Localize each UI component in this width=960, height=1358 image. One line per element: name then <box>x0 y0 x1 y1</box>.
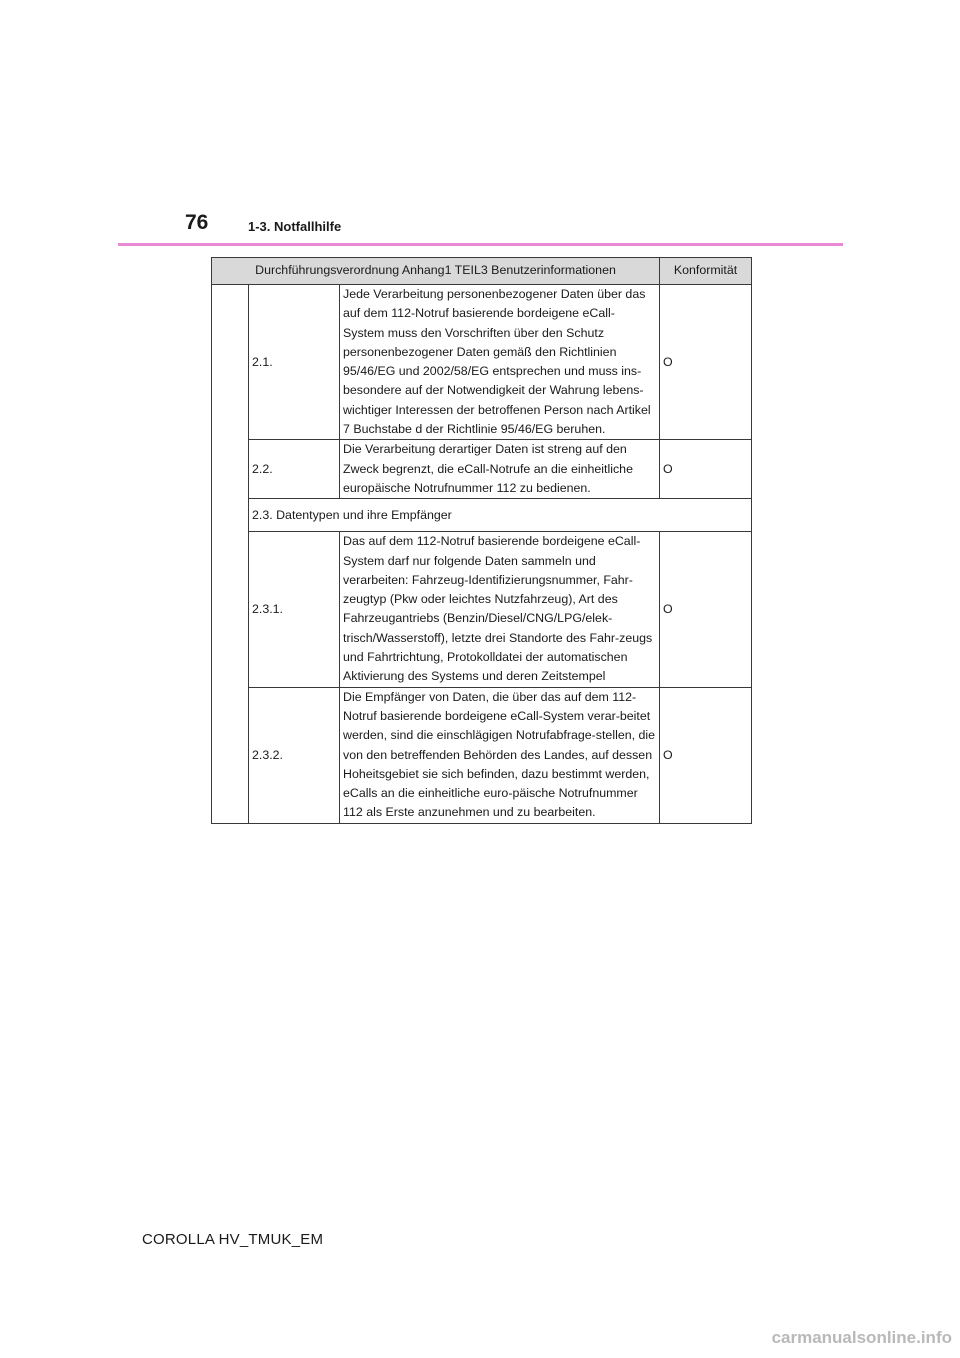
group-label: 2.3. Datentypen und ihre Empfänger <box>249 499 752 532</box>
table-header-row <box>212 258 752 285</box>
table-row <box>212 285 752 440</box>
row-conformity: O <box>660 687 752 823</box>
table-row <box>212 440 752 499</box>
header-rule <box>118 243 843 246</box>
row-conformity: O <box>660 285 752 440</box>
table-group-row <box>212 499 752 532</box>
row-number: 2.3.1. <box>249 532 340 687</box>
row-number: 2.1. <box>249 285 340 440</box>
table-row <box>212 532 752 687</box>
row-text: Das auf dem 112-Notruf basierende bordeigene eCall-System darf nur folgende Daten sammeln und verarbeiten: Fahrzeug-Identifizierungsnummer, Fahr-zeugtyp (Pkw oder leichtes Nutzfahrzeug), Art des Fahrzeugantriebs (Benzin/Diesel/CNG/LPG/elek-trisch/Wasserstoff), letzte drei Standorte des Fahr-zeugs und Fahrtrichtung, Protokolldatei der automatischen Aktivierung des Systems und deren Zeitstempel <box>340 532 660 687</box>
row-text: Jede Verarbeitung personenbezogener Daten über das auf dem 112-Notruf basierende bordeigene eCall-System muss den Vorschriften über den Schutz personenbezogener Daten gemäß den Richtlinien 95/46/EG und 2002/58/EG entsprechen und muss ins-besondere auf der Notwendigkeit der Wahrung lebens-wichtiger Interessen der betroffenen Person nach Artikel 7 Buchstabe d der Richtlinie 95/46/EG beruhen. <box>340 285 660 440</box>
row-text: Die Verarbeitung derartiger Daten ist streng auf den Zweck begrenzt, die eCall-Notrufe an die einheitliche europäische Notrufnummer 112 zu bedienen. <box>340 440 660 499</box>
regulation-table <box>211 257 752 824</box>
table-row <box>212 687 752 823</box>
section-title: 1-3. Notfallhilfe <box>248 219 342 234</box>
row-number: 2.3.2. <box>249 687 340 823</box>
row-conformity: O <box>660 440 752 499</box>
column-header-regulation: Durchführungsverordnung Anhang1 TEIL3 Benutzerinformationen <box>212 258 660 285</box>
column-header-conformity: Konformität <box>660 258 752 285</box>
row-number: 2.2. <box>249 440 340 499</box>
row-conformity: O <box>660 532 752 687</box>
footer-model-code: COROLLA HV_TMUK_EM <box>142 1231 324 1248</box>
indent-cell <box>212 285 249 824</box>
row-text: Die Empfänger von Daten, die über das auf dem 112-Notruf basierende bordeigene eCall-System verar-beitet werden, sind die einschlägigen Notrufabfrage-stellen, die von den betreffenden Behörden des Landes, auf dessen Hoheitsgebiet sie sich befinden, dazu bestimmt werden, eCalls an die einheitliche euro-päische Notrufnummer 112 als Erste anzunehmen und zu bearbeiten. <box>340 687 660 823</box>
watermark: carmanualsonline.info <box>771 1328 952 1347</box>
page-number: 76 <box>185 211 209 234</box>
